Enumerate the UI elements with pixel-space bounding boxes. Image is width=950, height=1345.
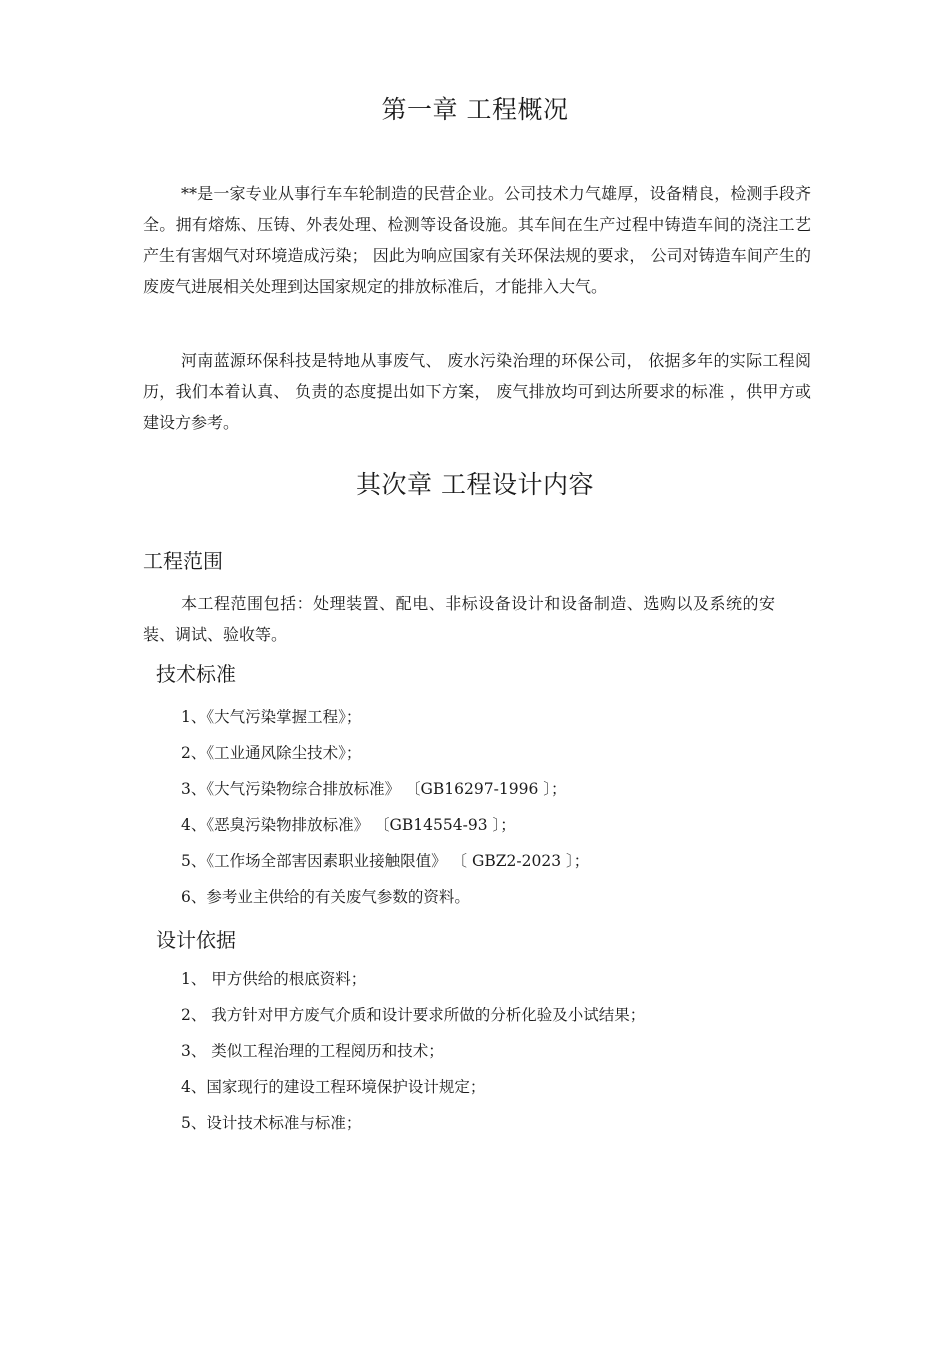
list-item: 1、《大气污染掌握工程》；: [181, 708, 362, 726]
list-item: 4、《恶臭污染物排放标准》 〔GB14554-93 〕；: [181, 816, 516, 834]
list-item: 4、国家现行的建设工程环境保护设计规定；: [181, 1078, 486, 1096]
list-item: 5、《工作场全部害因素职业接触限值》 〔 GBZ2-2023 〕；: [181, 852, 590, 870]
list-item: 1、 甲方供给的根底资料；: [181, 970, 367, 988]
chapter-1-title: 第一章 工程概况: [381, 95, 569, 124]
scope-paragraph: 本工程范围包括：处理装置、配电、非标设备设计和设备制造、选购以及系统的安装、调试、验收等。: [143, 594, 775, 644]
chapter-2-title: 其次章 工程设计内容: [356, 470, 594, 499]
basis-heading: 设计依据: [156, 928, 236, 952]
scope-heading: 工程范围: [143, 549, 223, 573]
list-item: 2、《工业通风除尘技术》；: [181, 744, 362, 762]
standards-heading: 技术标准: [156, 662, 236, 686]
company-overview-paragraph: **是一家专业从事行车车轮制造的民营企业。公司技术力气雄厚，设备精良，检测手段齐全。拥有熔炼、压铸、外表处理、检测等设备设施。其车间在生产过程中铸造车间的浇注工艺产生有害烟气对环境造成污染； 因此为响应国家有关环保法规的要求， 公司对铸造车间产生的废废气进展相关处理到达国家规定的排放标准后，才能排入大气。: [143, 184, 811, 296]
list-item: 5、设计技术标准与标准；: [181, 1114, 362, 1132]
proposal-intro-paragraph: 河南蓝源环保科技是特地从事废气、 废水污染治理的环保公司， 依据多年的实际工程阅历，我们本着认真、 负责的态度提出如下方案， 废气排放均可到达所要求的标准 ，供甲方或建设方参考。: [143, 351, 811, 432]
list-item: 2、 我方针对甲方废气介质和设计要求所做的分析化验及小试结果；: [181, 1006, 646, 1024]
standards-list: [181, 699, 589, 915]
list-item: 6、参考业主供给的有关废气参数的资料。: [181, 888, 470, 906]
basis-list: [181, 961, 645, 1141]
list-item: 3、《大气污染物综合排放标准》 〔GB16297-1996 〕；: [181, 780, 567, 798]
list-item: 3、 类似工程治理的工程阅历和技术；: [181, 1042, 444, 1060]
